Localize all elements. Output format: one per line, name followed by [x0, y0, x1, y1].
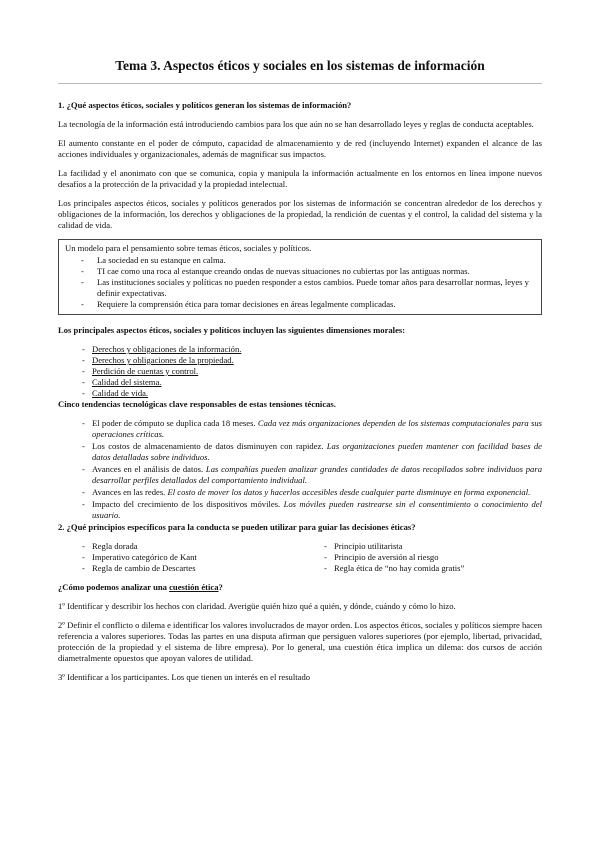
analysis-heading [58, 582, 542, 593]
model-box-title: Un modelo para el pensamiento sobre temas éticos, sociales y políticos. [65, 243, 312, 253]
list-item: - Las instituciones sociales y políticas no pueden responder a estos cambios. Puede tomar años para desarrollar normas, leyes y definir expectativas. [65, 277, 535, 299]
model-box-list [65, 255, 535, 310]
trend-text: El poder de cómputo se duplica cada 18 meses. [92, 418, 258, 428]
trend-text: Avances en las redes. [92, 487, 168, 497]
trend-note: El costo de mover los datos y hacerlos accesibles desde cualquier parte disminuye en forma exponencial. [167, 487, 531, 497]
paragraph: El aumento constante en el poder de cómputo, capacidad de almacenamiento y de red (incluyendo Internet) expanden el alcance de las acciones individuales y organizacionales, además de magnificar sus impactos. [58, 138, 542, 159]
section1-heading: 1. ¿Qué aspectos éticos, sociales y políticos generan los sistemas de información? [58, 100, 352, 110]
step-paragraph: 1º Identificar y describir los hechos con claridad. Averigüe quién hizo qué a quién, y dónde, cuándo y cómo lo hizo. [58, 601, 456, 611]
trend-note: Los móviles pueden rastrearse sin el consentimiento o conocimiento del usuario. [92, 499, 542, 520]
dimension-link[interactable]: - Derechos y obligaciones de la información. [58, 344, 542, 355]
document-body [58, 100, 542, 691]
dimension-link[interactable]: - Perdición de cuentas y control. [58, 366, 542, 377]
trend-text: Avances en el análisis de datos. [92, 464, 206, 474]
list-item: - Requiere la comprensión ética para tomar decisiones en áreas legalmente complicadas. [65, 299, 535, 310]
trends-intro: Cinco tendencias tecnológicas clave responsables de estas tensiones técnicas. [58, 399, 336, 409]
principle-item: - Principio utilitarista [300, 541, 542, 552]
principle-item: - Principio de aversión al riesgo [300, 552, 542, 563]
list-item: - La sociedad en su estanque en calma. [65, 255, 535, 266]
dimension-link[interactable]: - Calidad del sistema. [58, 377, 542, 388]
paragraph: La facilidad y el anonimato con que se comunica, copia y manipula la información actualmente en los entornos en línea impone nuevos desafíos a la protección de la privacidad y la propiedad intelectual. [58, 168, 542, 189]
trend-note: Las compañías pueden analizar grandes cantidades de datos recopilados sobre individuos para desarrollar perfiles detallados del comportamiento individual. [92, 464, 542, 485]
paragraph: La tecnología de la información está introduciendo cambios para los que aún no se han desarrollado leyes y reglas de conducta aceptables. [58, 119, 534, 129]
dimension-link[interactable]: - Derechos y obligaciones de la propiedad. [58, 355, 542, 366]
principle-item: - Imperativo categórico de Kant [58, 552, 300, 563]
principles-list-left [58, 541, 300, 574]
list-item: - TI cae como una roca al estanque creando ondas de nuevas situaciones no cubiertas por las antiguas normas. [65, 266, 535, 277]
dimensions-intro: Los principales aspectos éticos, sociales y políticos incluyen las siguientes dimensiones morales: [58, 325, 406, 335]
trend-item [58, 487, 542, 498]
principle-item: - Regla de cambio de Descartes [58, 563, 300, 574]
section2-heading: 2. ¿Qué principios específicos para la conducta se pueden utilizar para guiar las decisiones éticas? [58, 522, 416, 532]
paragraph: Los principales aspectos éticos, sociales y políticos generados por los sistemas de información se concentran alrededor de los derechos y obligaciones de la información, los derechos y obligaciones de la propiedad, la rendición de cuentas y el control, la calidad del sistema y la calidad de vida. [58, 198, 542, 230]
dimensions-list [58, 344, 542, 399]
principles-columns [58, 541, 542, 574]
trend-item [58, 499, 542, 521]
dimension-link[interactable]: - Calidad de vida. [58, 388, 542, 399]
step-paragraph: 2º Definir el conflicto o dilema e identificar los valores involucrados de mayor orden. Los aspectos éticos, sociales y políticos siempre hacen referencia a valores superiores. Todas las partes en una disputa afirman que persiguen valores superiores (por ejemplo, libertad, privacidad, protección de la propiedad y el sistema de libre empresa). Por lo general, una cuestión ética implica un dilema: dos cursos de acción diametralmente opuestos que apoyan valores de utilidad. [58, 620, 543, 663]
principles-list-right [300, 541, 542, 574]
trend-note: Cada vez más organizaciones dependen de los sistemas computacionales para sus operaciones críticas. [92, 418, 542, 439]
principle-item: - Regla ética de “no hay comida gratis” [300, 563, 542, 574]
page-title: Tema 3. Aspectos éticos y sociales en los sistemas de información [115, 58, 485, 73]
analysis-heading-suffix: ? [218, 582, 223, 592]
trend-item [58, 418, 542, 440]
step-paragraph: 3º Identificar a los participantes. Los que tienen un interés en el resultado [58, 672, 311, 682]
ethical-issue-link[interactable]: cuestión ética [169, 582, 219, 592]
title-divider [58, 83, 542, 84]
principle-item: - Regla dorada [58, 541, 300, 552]
trend-text: Impacto del crecimiento de los dispositivos móviles. [92, 499, 284, 509]
trend-item [58, 464, 542, 486]
analysis-heading-prefix: ¿Cómo podemos analizar una [58, 582, 170, 592]
trend-text: Los costos de almacenamiento de datos disminuyen con rapidez. [92, 441, 327, 451]
trend-item [58, 441, 542, 463]
model-box [58, 239, 542, 315]
trend-note: Las organizaciones pueden mantener con facilidad bases de datos detalladas sobre individuos. [92, 441, 542, 462]
trends-list [58, 418, 542, 521]
